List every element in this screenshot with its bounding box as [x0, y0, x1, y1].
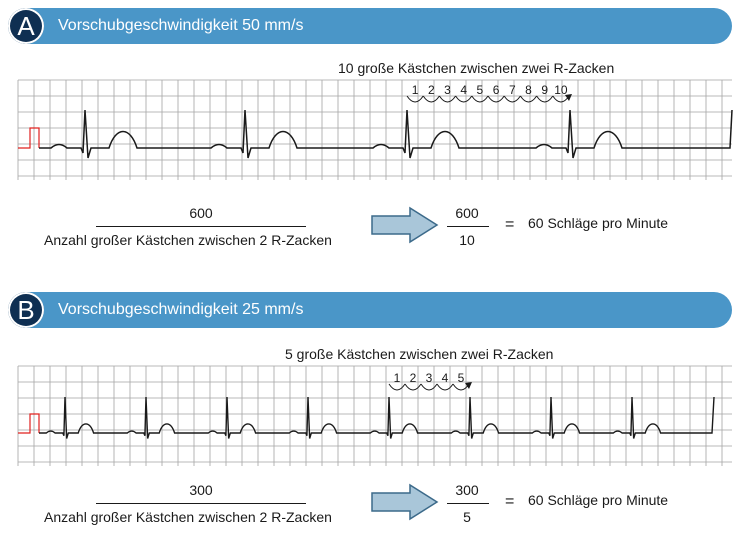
- count-label: 1: [393, 371, 401, 385]
- ecg-trace-a: [39, 110, 732, 158]
- count-label: 3: [425, 371, 433, 385]
- count-label: 8: [525, 83, 532, 97]
- section-a-badge: A: [8, 8, 44, 44]
- ecg-strip-b: [0, 364, 750, 469]
- arrow-b-icon: [370, 483, 440, 521]
- section-a-caption: 10 große Kästchen zwischen zwei R-Zacken: [338, 60, 615, 76]
- section-b-title: Vorschubgeschwindigkeit 25 mm/s: [58, 301, 304, 318]
- fraction-a-divider: [447, 226, 489, 227]
- count-label: 4: [460, 83, 468, 97]
- count-label: 4: [441, 371, 449, 385]
- fraction-b-divider: [447, 503, 489, 504]
- section-b-badge: B: [8, 292, 44, 328]
- formula-b-numerator: 300: [189, 482, 213, 498]
- fraction-a-numerator: 600: [455, 205, 479, 221]
- formula-a-denominator: Anzahl großer Kästchen zwischen 2 R-Zacken: [44, 232, 332, 248]
- count-label: 7: [508, 83, 516, 97]
- section-b: [0, 284, 750, 559]
- count-label: 3: [444, 83, 451, 97]
- arrow-a-icon: [370, 206, 440, 244]
- fraction-b-denominator: 5: [463, 509, 471, 525]
- ecg-trace-b: [39, 397, 714, 439]
- result-b: 60 Schläge pro Minute: [528, 492, 669, 508]
- count-label: 5: [457, 371, 465, 385]
- count-label: 9: [541, 83, 549, 97]
- section-a-title: Vorschubgeschwindigkeit 50 mm/s: [58, 17, 304, 34]
- count-label: 5: [476, 83, 484, 97]
- count-label: 6: [492, 83, 500, 97]
- count-label: 2: [409, 371, 417, 385]
- fraction-b-numerator: 300: [455, 482, 479, 498]
- equals-b: =: [505, 493, 515, 510]
- fraction-a-denominator: 10: [459, 232, 475, 248]
- ecg-strip-a: [0, 78, 750, 184]
- equals-a: =: [505, 216, 515, 233]
- result-a: 60 Schläge pro Minute: [528, 215, 669, 231]
- count-label: 1: [411, 83, 419, 97]
- calibration-pulse-a: [18, 128, 39, 148]
- count-label: 10: [554, 83, 568, 97]
- formula-b-denominator: Anzahl großer Kästchen zwischen 2 R-Zacken: [44, 509, 332, 525]
- formula-a-numerator: 600: [189, 205, 213, 221]
- section-b-caption: 5 große Kästchen zwischen zwei R-Zacken: [285, 346, 554, 362]
- formula-a-divider: [96, 226, 306, 227]
- section-a-header: [8, 8, 732, 44]
- count-label: 2: [427, 83, 435, 97]
- section-b-header: [8, 292, 732, 328]
- formula-b-divider: [96, 503, 306, 504]
